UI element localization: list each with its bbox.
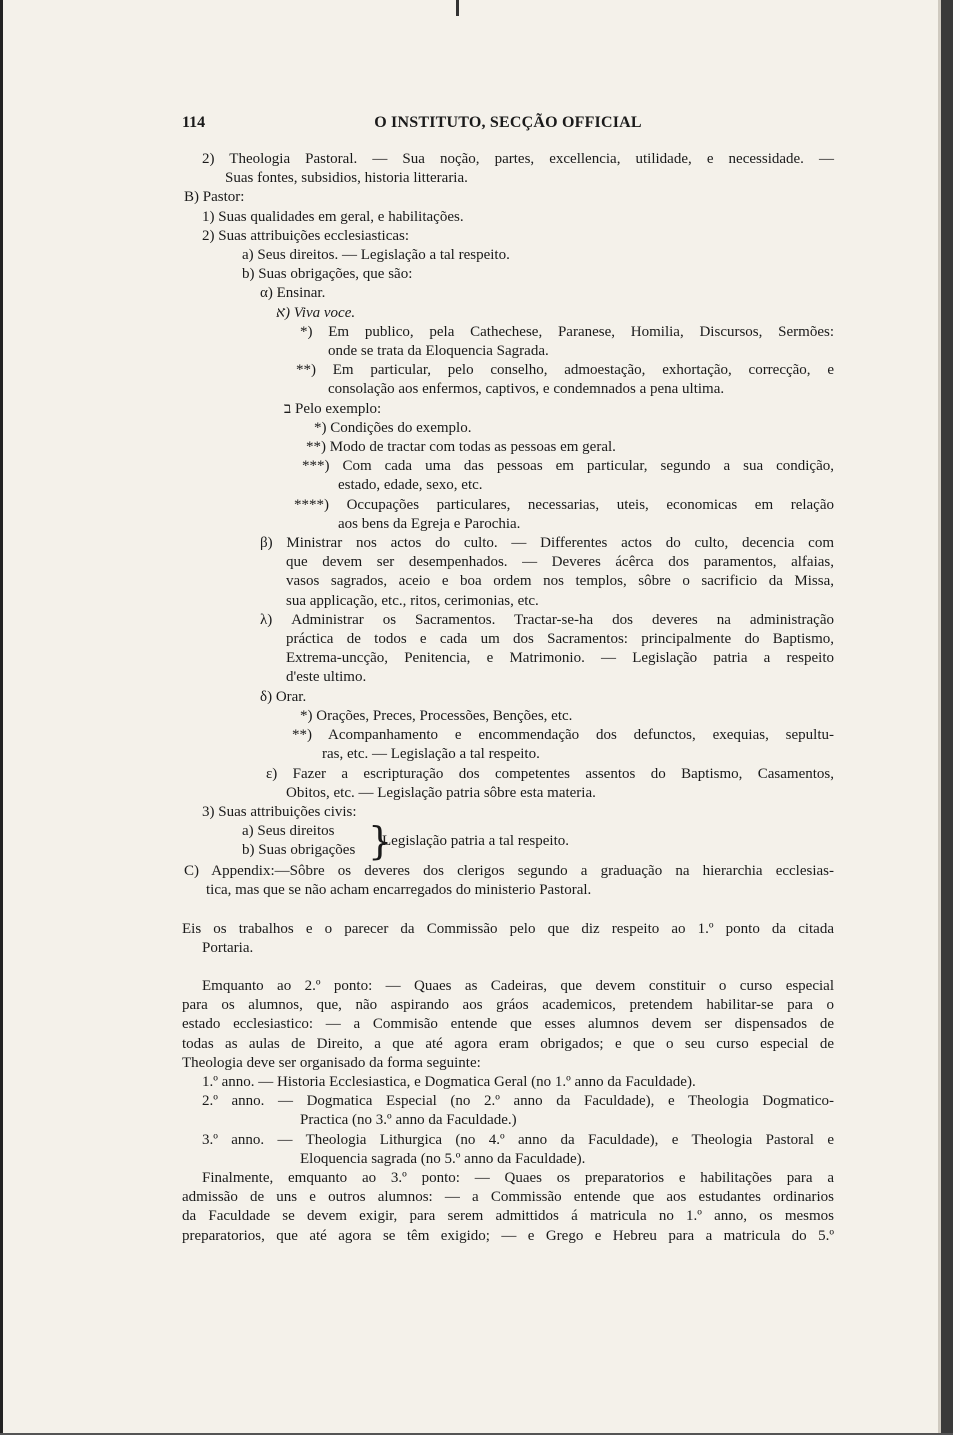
text-line: Eis os trabalhos e o parecer da Commissão pelo que diz respeito ao 1.º ponto da citada	[182, 920, 834, 937]
text-line: d'este ultimo.	[286, 669, 367, 686]
page-edge-left	[0, 0, 3, 1435]
text-line: sua applicação, etc., ritos, cerimonias, etc.	[286, 592, 539, 609]
text-line: preparatorios, que até agora se têm exigido; — e Grego e Hebreu para a matricula do 5.º	[182, 1227, 834, 1244]
text-line: Theologia deve ser organisado da forma seguinte:	[182, 1054, 481, 1071]
appendix-section	[182, 862, 834, 900]
text-line: ras, etc. — Legislação a tal respeito.	[322, 746, 540, 763]
text-line: *) Orações, Preces, Processões, Benções, etc.	[300, 707, 573, 724]
text-line: admissão de uns e outros alumnos: — a Commissão entende que aos estudantes ordinarios	[182, 1189, 834, 1206]
outline-section	[182, 150, 834, 822]
text-line: λ) Administrar os Sacramentos. Tractar-se-ha dos deveres na administração	[260, 611, 834, 628]
text-line: 3) Suas attribuições civis:	[202, 803, 357, 820]
text-line: ε) Fazer a escripturação dos competentes assentos do Baptismo, Casamentos,	[266, 765, 834, 782]
text-line: estado ecclesiastico: — a Commisão entende que esses alumnos devem ser dispensados de	[182, 1016, 834, 1033]
paragraph-second-point	[182, 977, 834, 1246]
text-line: que devem ser desempenhados. — Deveres ácêrca dos paramentos, alfaias,	[286, 554, 834, 571]
text-line: todas as aulas de Direito, a que até agora eram obrigados; e que o seu curso especial de	[182, 1035, 834, 1052]
text-line: ****) Occupações particulares, necessarias, uteis, economicas em relação	[294, 496, 834, 513]
text-line: onde se trata da Eloquencia Sagrada.	[328, 343, 549, 360]
text-line: α) Ensinar.	[260, 285, 326, 302]
text-line: *) Em publico, pela Cathechese, Paranese, Homilia, Discursos, Sermões:	[300, 323, 834, 340]
running-title: O INSTITUTO, SECÇÃO OFFICIAL	[374, 114, 642, 131]
text-line: Finalmente, emquanto ao 3.º ponto: — Quaes os preparatorios e habilitações para a	[202, 1169, 834, 1186]
text-line: b) Suas obrigações, que são:	[242, 266, 413, 283]
text-line: Extrema-uncção, Penitencia, e Matrimonio. — Legislação patria a respeito	[286, 650, 834, 667]
body-text	[182, 150, 834, 1246]
binding-mark	[456, 0, 459, 16]
text-line: da Faculdade se devem exigir, para serem admittidos á matricula no 1.º anno, os mesmos	[182, 1208, 834, 1225]
text-line: א) Viva voce.	[276, 304, 356, 321]
brace-text: Legislação patria a tal respeito.	[382, 833, 569, 850]
text-line: Portaria.	[202, 939, 254, 956]
text-line: a) Seus direitos. — Legislação a tal respeito.	[242, 247, 510, 264]
text-line: práctica de todos e cada um dos Sacramentos: principalmente do Baptismo,	[286, 631, 834, 648]
text-line: estado, edade, sexo, etc.	[338, 477, 483, 494]
text-line: Practica (no 3.º anno da Faculdade.)	[300, 1112, 517, 1129]
spacer	[182, 901, 834, 920]
text-line: **) Modo de tractar com todas as pessoas em geral.	[306, 439, 616, 456]
page-edge-right	[941, 0, 953, 1435]
text-line: 1) Suas qualidades em geral, e habilitações.	[202, 208, 464, 225]
brace-item-rights: a) Seus direitos	[242, 823, 335, 840]
text-line: Suas fontes, subsidios, historia litteraria.	[225, 170, 468, 187]
text-line: C) Appendix:—Sôbre os deveres dos clerigos segundo a graduação na hierarchia ecclesias-	[184, 863, 834, 880]
text-line: δ) Orar.	[260, 688, 307, 705]
text-line: **) Acompanhamento e encommendação dos defunctos, exequias, sepultu-	[292, 727, 834, 744]
page-number: 114	[182, 114, 206, 131]
text-line: Eloquencia sagrada (no 5.º anno da Faculdade).	[300, 1150, 586, 1167]
text-line: ב Pelo exemplo:	[284, 400, 382, 417]
text-line: para os alumnos, que, não aspirando aos gráos academicos, pretendem habilitar-se para o	[182, 997, 834, 1014]
text-line: **) Em particular, pelo conselho, admoestação, exhortação, correcção, e	[296, 362, 834, 379]
brace-symbol: }	[368, 819, 393, 864]
text-line: B) Pastor:	[184, 189, 245, 206]
text-line: 2) Suas attribuições ecclesiasticas:	[202, 227, 410, 244]
text-line: 2.º anno. — Dogmatica Especial (no 2.º anno da Faculdade), e Theologia Dogmatico-	[202, 1093, 834, 1110]
text-line: β) Ministrar nos actos do culto. — Differentes actos do culto, decencia com	[260, 535, 834, 552]
text-line: aos bens da Egreja e Parochia.	[338, 515, 521, 532]
text-line: tica, mas que se não acham encarregados do ministerio Pastoral.	[206, 882, 592, 899]
text-line: 2) Theologia Pastoral. — Sua noção, partes, excellencia, utilidade, e necessidade. —	[202, 151, 834, 167]
text-line: 1.º anno. — Historia Ecclesiastica, e Dogmatica Geral (no 1.º anno da Faculdade).	[202, 1073, 696, 1090]
page-header	[182, 114, 834, 136]
text-line: consolação aos enfermos, captivos, e condemnados a pena ultima.	[328, 381, 725, 398]
text-line: Emquanto ao 2.º ponto: — Quaes as Cadeiras, que devem constituir o curso especial	[202, 977, 834, 994]
brace-item-obligations: b) Suas obrigações	[242, 842, 356, 859]
text-line: Obitos, etc. — Legislação patria sôbre esta materia.	[286, 784, 596, 801]
civil-attributions-brace	[182, 819, 834, 864]
text-line: *) Condições do exemplo.	[314, 419, 472, 436]
spacer	[182, 958, 834, 977]
text-line: ***) Com cada uma das pessoas em particular, segundo a sua condição,	[302, 458, 834, 475]
text-line: 3.º anno. — Theologia Lithurgica (no 4.º anno da Faculdade), e Theologia Pastoral e	[202, 1131, 834, 1148]
text-line: vasos sagrados, aceio e boa ordem nos templos, sôbre o sacrificio da Missa,	[286, 573, 834, 590]
paragraph-commission-work	[182, 920, 834, 958]
